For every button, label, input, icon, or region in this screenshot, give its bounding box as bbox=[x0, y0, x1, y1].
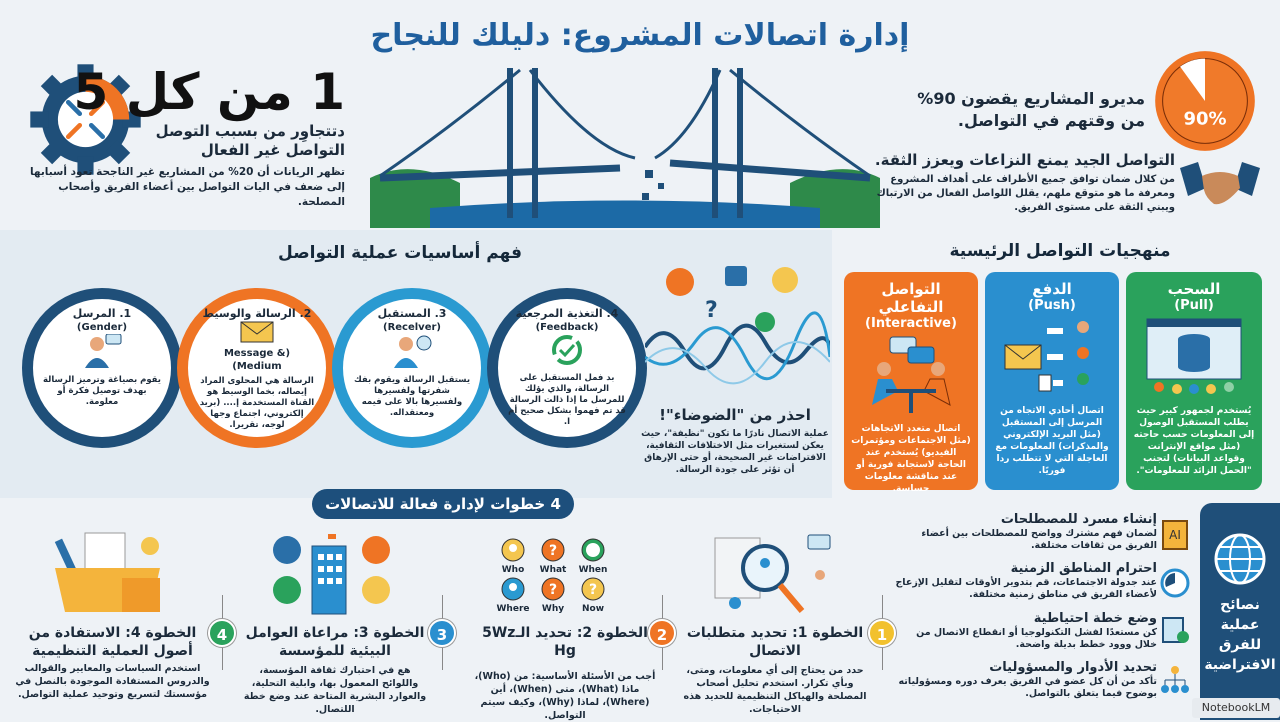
tip-glossary bbox=[892, 512, 1157, 551]
svg-text:?: ? bbox=[548, 582, 558, 598]
what-icon bbox=[541, 538, 565, 562]
step-title: 4. التغذية المرجعية bbox=[515, 307, 619, 320]
notebooklm-watermark: NotebookLM bbox=[1192, 698, 1280, 718]
trust-heading: التواصل الجيد يمنع النزاعات ويعزز الثقة. bbox=[874, 151, 1175, 169]
when-label: When bbox=[578, 565, 608, 575]
clock-90-percent-icon bbox=[1152, 48, 1258, 154]
step-title: الخطوة 4: الاستفادة من أصول العملية التنظيمية bbox=[28, 625, 197, 659]
step-english: (Gender) bbox=[76, 322, 128, 333]
trust-block bbox=[860, 150, 1175, 215]
steps-banner: 4 خطوات لإدارة فعالة للاتصالات bbox=[312, 489, 574, 519]
meeting-people-icon bbox=[856, 335, 966, 415]
noise-heading: احذر من "الضوضاء"! bbox=[659, 406, 811, 424]
step-desc: استخدم السياسات والمعايير والقوالب والدروس المستفادة الموجودة بالنصل في مؤسستك لتسريع وتوحيد عملية التواصل. bbox=[15, 663, 210, 700]
why-icon bbox=[541, 577, 565, 601]
approach-card-interactive bbox=[844, 272, 978, 494]
virtual-teams-panel bbox=[1200, 503, 1280, 720]
virtual-teams-title: نصائح عملية للفرق الافتراضية bbox=[1204, 597, 1276, 673]
sender-person-icon bbox=[82, 334, 122, 368]
tip-roles bbox=[892, 660, 1157, 699]
requirements-magnifier-icon bbox=[710, 533, 840, 618]
stat-subtitle bbox=[20, 122, 345, 160]
svg-text:?: ? bbox=[588, 582, 598, 598]
step-title: 2. الرسالة والوسيط bbox=[202, 307, 312, 320]
step-3 bbox=[240, 624, 430, 716]
stat-body: تظهر الريانات أن 20% من المشاريع غير الناجحة تعود أسبابها إلى ضعف في اليات التواصل بين أعضاء الفريق وأصحاب المصلحة. bbox=[29, 166, 345, 208]
glossary-book-icon: AI bbox=[1162, 520, 1188, 550]
step-number-4: 4 bbox=[208, 619, 236, 647]
approach-card-pull bbox=[1126, 272, 1262, 490]
clock-icon bbox=[1160, 568, 1190, 598]
step-number-3: 3 bbox=[428, 619, 456, 647]
tip-desc: كن مستعدًا لفشل التكنولوجيا أو انقطاع الاتصال من خلال ووود خطط بديلة واضحة. bbox=[916, 627, 1157, 650]
card-english: (Interactive) bbox=[865, 316, 957, 331]
tip-desc: تأكد من أن كل عضو في الفريق يعرف دوره ومسؤولياته بوضوح فيما يتعلق بالتواصل. bbox=[898, 676, 1157, 699]
svg-text:?: ? bbox=[548, 543, 558, 559]
envelope-icon bbox=[240, 321, 274, 343]
who-icon bbox=[501, 538, 525, 562]
process-step-message bbox=[177, 288, 337, 448]
process-step-feedback bbox=[487, 288, 647, 448]
failure-stat-block bbox=[20, 64, 345, 210]
step-desc: حدد من يحتاج إلى أي معلومات، ومتى، وبأي تكرار. استخدم تحليل أصحاب المصلحة والهياكل التنظيمية للحديد هذه الاحتياجات. bbox=[683, 665, 867, 715]
org-chart-icon bbox=[1160, 665, 1190, 695]
step-4 bbox=[15, 624, 210, 701]
where-label: Where bbox=[496, 604, 530, 614]
noise-body: عملية الاتصال نادرًا ما تكون "نظيفة"، حيث يعكن لستغيرات مثل الاختلافات الثقافية، الافتراضات غير الصحيحة، أو حتى الإرهاق أن تؤثر على جودة الرسالة. bbox=[641, 429, 829, 475]
step-english: (Message & Medium) bbox=[223, 348, 291, 372]
time-stat-text: مديرو المشاريع يقضون 90% من وقتهم في التواصل. bbox=[917, 89, 1145, 130]
step-title: الخطوة 3: مراعاة العوامل البيئية للمؤسسة bbox=[245, 625, 425, 659]
now-label: Now bbox=[581, 604, 605, 614]
card-english: (Push) bbox=[1028, 298, 1076, 313]
stat-subtitle-line: التواصل غير الفعال bbox=[200, 141, 345, 159]
step-desc: أجب من الأسئلة الأساسية: من (Who)، ماذا (What)، متى (When)، أين (Where)، لماذا (Why)، وكيف سيتم التواصل. bbox=[474, 671, 656, 721]
where-pin-icon bbox=[501, 577, 525, 601]
tip-backup-plan bbox=[892, 611, 1157, 650]
checklist-icon bbox=[1160, 615, 1190, 645]
tip-title: وضع خطة احتياطية bbox=[1033, 611, 1157, 626]
process-step-sender bbox=[22, 288, 182, 448]
step-desc: يقوم بصياغة وترميز الرسالة بهدف توصيل فكرة أو معلومة. bbox=[42, 375, 161, 407]
clock-label: 90% bbox=[1183, 108, 1227, 130]
step-title: الخطوة 2: تحديد الـ5Wz Hg bbox=[482, 625, 648, 659]
svg-text:?: ? bbox=[705, 298, 718, 323]
push-envelope-icon bbox=[997, 317, 1107, 397]
five-w-icons bbox=[495, 538, 615, 614]
step-english: (Recelver) bbox=[382, 322, 441, 333]
stat-subtitle-line: دتتجاوِر من بسبب التوصل bbox=[155, 122, 345, 140]
page-title: إدارة اتصالات المشروع: دليلك للنجاح bbox=[370, 18, 910, 53]
tip-title: تحديد الأدوار والمسؤوليات bbox=[989, 660, 1157, 675]
process-step-receiver bbox=[332, 288, 492, 448]
stat-headline: 1 من كل 5 bbox=[73, 63, 345, 121]
card-desc: اتصال متعدد الاتجاهات (مثل الاجتماعات ومؤتمرات الفيديو) يُستخدم عند الحاجة لاستجابة فورية أو عند مناقشة معلومات حساسة. bbox=[851, 424, 971, 494]
step-desc: هع في احتبارك ثقافة المؤسسة، واللوائح المعمول بها، وابلية التحلية، والعوارد البشرية المتاحة عند وضع خطة اللتصال. bbox=[243, 665, 427, 715]
step-title: 3. المستقبل bbox=[377, 307, 447, 320]
trust-body: من كلال ضمان توافق جميع الأطراف على أهداف المشروع ومعرفة ما هو متوقع ملهم، يقلل اللواصل الفعال من الارتباك ويبني الثقة على مستوى الفريق. bbox=[876, 174, 1175, 213]
what-label: What bbox=[539, 565, 567, 575]
card-title: التواصل التفاعلي bbox=[878, 280, 944, 316]
card-desc: اتصال أحادي الاتجاه من المرسل إلى المستقبل (مثل البريد الإلكتروني والمذكرات) المعلومات مع العاجلة التي لا تتطلب ردا فوريًا. bbox=[995, 406, 1109, 476]
step-title: الخطوة 1: تحديد متطلبات الاتصال bbox=[686, 625, 864, 659]
who-label: Who bbox=[501, 565, 525, 575]
organization-building-icon bbox=[270, 532, 395, 617]
when-clock-icon bbox=[581, 538, 605, 562]
card-title: الدفع bbox=[1032, 280, 1072, 298]
broken-bridge-illustration bbox=[370, 58, 880, 228]
globe-icon bbox=[1212, 531, 1268, 587]
feedback-cycle-icon bbox=[550, 334, 584, 366]
card-desc: يُستخدم لجمهور كبير حيث يطلب المستقبل الوصول إلى المعلومات حسب حاجته (مثل مواقع الإنترانت وقواعد البيانات) لتجنب "الحمل الزائد للمعلومات". bbox=[1133, 406, 1255, 476]
why-label: Why bbox=[541, 604, 565, 614]
step-number-1: 1 bbox=[868, 619, 896, 647]
card-english: (Pull) bbox=[1174, 298, 1214, 313]
handshake-icon bbox=[1180, 158, 1260, 218]
step-desc: يستقبل الرسالة ويقوم بفك شفرتها ولفسيرها ولفسيرها بالا على فيمه ومعتقداله. bbox=[353, 375, 471, 418]
card-title: السحب bbox=[1167, 280, 1221, 298]
basics-heading: فهم أساسيات عملية التواصل bbox=[278, 243, 522, 263]
step-desc: الرسالة هي المحلوى المراد إيصاله، بخما الوسيط هو القناة المستخدمة إ.... (بريد إلكتروني، اجتماع وجها لوجه، تقريرا. bbox=[199, 376, 315, 430]
approach-card-push bbox=[985, 272, 1119, 490]
step-title: 1. المرسل bbox=[72, 307, 132, 320]
now-icon bbox=[581, 577, 605, 601]
tip-desc: عند جدولة الاجتماعات، قم بتدوير الأوقات لتقليل الإزعاج لأعضاء الفريق في مناطق زمنية مختلفة. bbox=[895, 577, 1157, 600]
database-pull-icon bbox=[1139, 317, 1249, 397]
step-number-2: 2 bbox=[648, 619, 676, 647]
tip-time-zones bbox=[892, 561, 1157, 600]
approaches-heading: منهجيات التواصل الرئيسية bbox=[949, 241, 1171, 261]
tip-title: احترام المناطق الزمنية bbox=[1010, 561, 1157, 576]
step-2 bbox=[470, 624, 660, 722]
receiver-brain-icon bbox=[392, 334, 432, 368]
step-desc: بد فمل المستقبل على الرسالة، والذي يؤلك للمرسل ما إذا ذالت الرسالة قد تم فهموا بشكل صحيح أم ا. bbox=[508, 373, 626, 427]
tip-title: إنشاء مسرد للمصطلحات bbox=[1000, 512, 1157, 527]
noise-waves-illustration bbox=[645, 262, 830, 397]
noise-block bbox=[640, 406, 830, 476]
tip-desc: لضمان فهم مشترك وواضح للمصطلحات بين أعضاء الفريق من ثقافات مختلفة. bbox=[921, 528, 1157, 551]
step-english: (Feedback) bbox=[535, 322, 599, 333]
toolbox-assets-icon bbox=[50, 528, 170, 618]
step-1 bbox=[680, 624, 870, 716]
